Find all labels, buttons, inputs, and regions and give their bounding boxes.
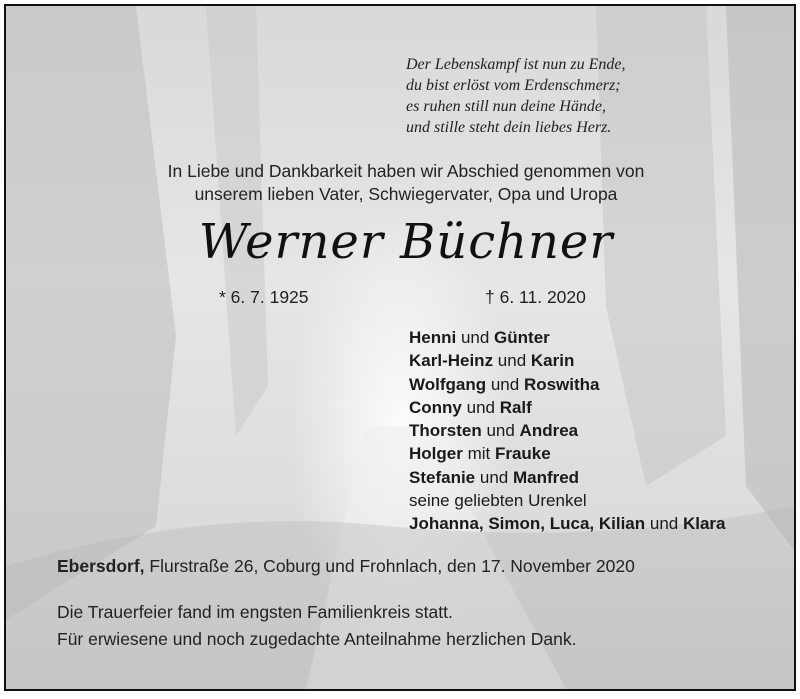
family-name: Andrea xyxy=(519,421,579,441)
family-row xyxy=(409,396,726,419)
family-conjunction: und xyxy=(456,328,495,347)
family-name: Karl-Heinz xyxy=(409,351,494,371)
place-and-date xyxy=(57,556,635,577)
family-name: Ralf xyxy=(499,397,532,417)
family-name: Johanna, Simon, Luca, Kilian xyxy=(409,514,646,534)
family-name: Klara xyxy=(682,514,726,534)
family-name: Conny xyxy=(409,397,462,417)
family-row xyxy=(409,442,726,465)
family-conjunction: mit xyxy=(462,444,495,464)
family-conjunction: und xyxy=(475,467,513,487)
family-name: Frauke xyxy=(494,444,551,464)
closing-notes xyxy=(57,599,577,653)
family-name: Holger xyxy=(409,444,463,464)
family-conjunction: und xyxy=(493,351,531,371)
family-row xyxy=(409,466,726,489)
family-name: Stefanie xyxy=(409,467,476,487)
family-conjunction: und xyxy=(461,397,500,417)
poem-line: es ruhen still nun deine Hände, xyxy=(406,98,606,115)
birth-date: * 6. 7. 1925 xyxy=(219,287,309,307)
deceased-name: Werner Büchner xyxy=(198,214,614,270)
obituary-card xyxy=(4,4,796,691)
place-town: Ebersdorf, xyxy=(57,556,145,576)
great-grandchildren-row xyxy=(409,512,726,535)
poem-line: du bist erlöst vom Erdenschmerz; xyxy=(406,77,621,94)
family-row xyxy=(409,349,726,372)
family-conjunction: und xyxy=(645,514,683,534)
family-row xyxy=(409,326,726,349)
intro-line: unserem lieben Vater, Schwiegervater, Opa und Uropa xyxy=(194,184,618,204)
place-details: Flurstraße 26, Coburg und Frohnlach, den 17. November 2020 xyxy=(144,556,635,576)
family-list xyxy=(409,326,726,536)
intro-text xyxy=(6,160,796,206)
family-name: Henni xyxy=(409,328,457,347)
tree-trunk-far-right xyxy=(726,6,794,566)
note-line: Die Trauerfeier fand im engsten Familienkreis statt. xyxy=(57,602,453,622)
poem-line: Der Lebenskampf ist nun zu Ende, xyxy=(406,56,626,73)
great-grandchildren-label: seine geliebten Urenkel xyxy=(409,491,587,511)
family-row xyxy=(409,419,726,442)
family-name: Karin xyxy=(530,351,575,371)
family-conjunction: und xyxy=(486,374,524,394)
family-conjunction: und xyxy=(481,421,520,441)
family-name: Roswitha xyxy=(523,374,600,394)
family-row xyxy=(409,373,726,396)
poem-line: und stille steht dein liebes Herz. xyxy=(406,119,612,136)
death-date: † 6. 11. 2020 xyxy=(485,287,586,307)
note-line: Für erwiesene und noch zugedachte Anteilnahme herzlichen Dank. xyxy=(57,629,577,649)
family-name: Thorsten xyxy=(409,421,482,441)
intro-line: In Liebe und Dankbarkeit haben wir Abschied genommen von xyxy=(167,161,645,181)
family-name: Günter xyxy=(494,328,550,347)
family-name: Wolfgang xyxy=(409,374,487,394)
family-name: Manfred xyxy=(512,467,580,487)
poem xyxy=(406,54,706,138)
